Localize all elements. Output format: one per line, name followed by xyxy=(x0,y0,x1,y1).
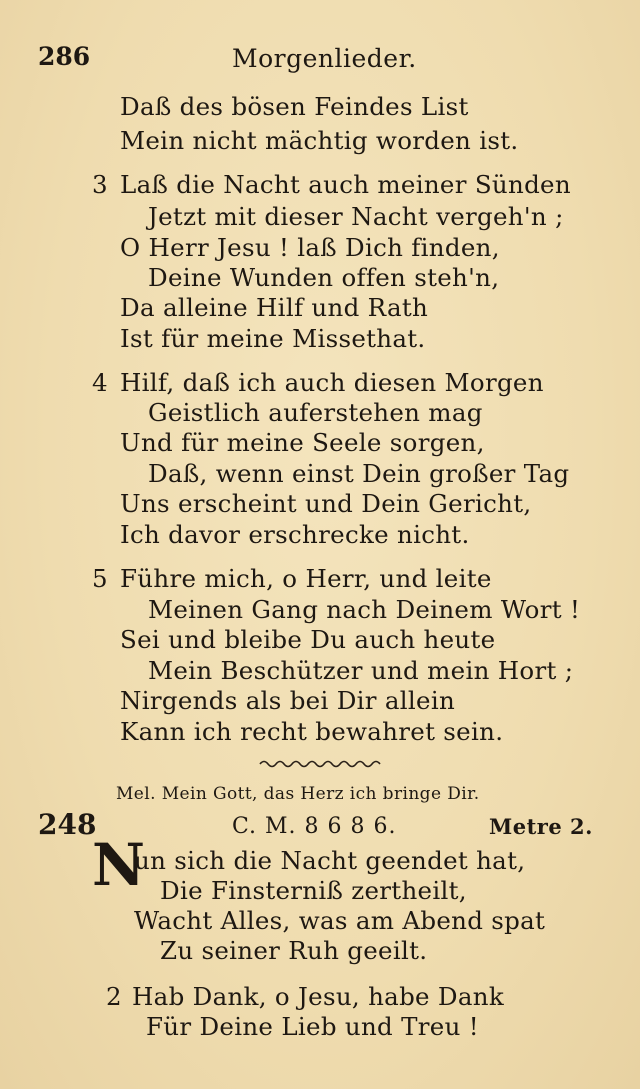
melody-note: Mel. Mein Gott, das Herz ich bringe Dir. xyxy=(116,784,480,804)
verse-line: Ich davor erschrecke nicht. xyxy=(120,520,470,549)
verse-number: 4 xyxy=(92,368,108,397)
verse-line: Deine Wunden offen steh'n, xyxy=(148,263,500,292)
verse-line: Geistlich auferstehen mag xyxy=(148,398,483,427)
verse-line: Nirgends als bei Dir allein xyxy=(120,686,456,715)
verse-line: Ist für meine Missethat. xyxy=(120,324,426,353)
verse-line: un sich die Nacht geendet hat, xyxy=(134,846,526,875)
page-number: 286 xyxy=(38,42,91,71)
verse-line: Die Finsterniß zertheilt, xyxy=(160,876,467,905)
verse-line: Wacht Alles, was am Abend spat xyxy=(134,906,546,935)
verse-number: 5 xyxy=(92,564,108,593)
wavy-divider xyxy=(258,758,384,770)
verse-line: Laß die Nacht auch meiner Sünden xyxy=(120,170,571,199)
metre-label: Metre 2. xyxy=(489,814,593,839)
verse-line: Meinen Gang nach Deinem Wort ! xyxy=(148,595,581,624)
verse-line: Uns erscheint und Dein Gericht, xyxy=(120,489,532,518)
verse-line: Jetzt mit dieser Nacht vergeh'n ; xyxy=(148,202,564,231)
running-title: Morgenlieder. xyxy=(232,44,417,73)
verse-line: Hab Dank, o Jesu, habe Dank xyxy=(132,982,505,1011)
verse-line: Führe mich, o Herr, und leite xyxy=(120,564,492,593)
verse-line: O Herr Jesu ! laß Dich finden, xyxy=(120,233,500,262)
verse-line: Da alleine Hilf und Rath xyxy=(120,293,429,322)
verse-line: Und für meine Seele sorgen, xyxy=(120,428,485,457)
verse-line: Mein nicht mächtig worden ist. xyxy=(120,126,519,155)
verse-line: Für Deine Lieb und Treu ! xyxy=(146,1012,479,1041)
verse-number: 3 xyxy=(92,170,108,199)
verse-line: Zu seiner Ruh geeilt. xyxy=(160,936,428,965)
verse-number: 2 xyxy=(106,982,122,1011)
verse-line: Sei und bleibe Du auch heute xyxy=(120,625,496,654)
meter-label: C. M. 8 6 8 6. xyxy=(232,814,397,839)
verse-line: Mein Beschützer und mein Hort ; xyxy=(148,656,574,685)
hymn-number: 248 xyxy=(38,808,97,841)
verse-line: Kann ich recht bewahret sein. xyxy=(120,717,504,746)
drop-cap: N xyxy=(92,831,146,899)
verse-line: Daß des bösen Feindes List xyxy=(120,92,469,121)
verse-line: Daß, wenn einst Dein großer Tag xyxy=(148,459,570,488)
verse-line: Hilf, daß ich auch diesen Morgen xyxy=(120,368,544,397)
